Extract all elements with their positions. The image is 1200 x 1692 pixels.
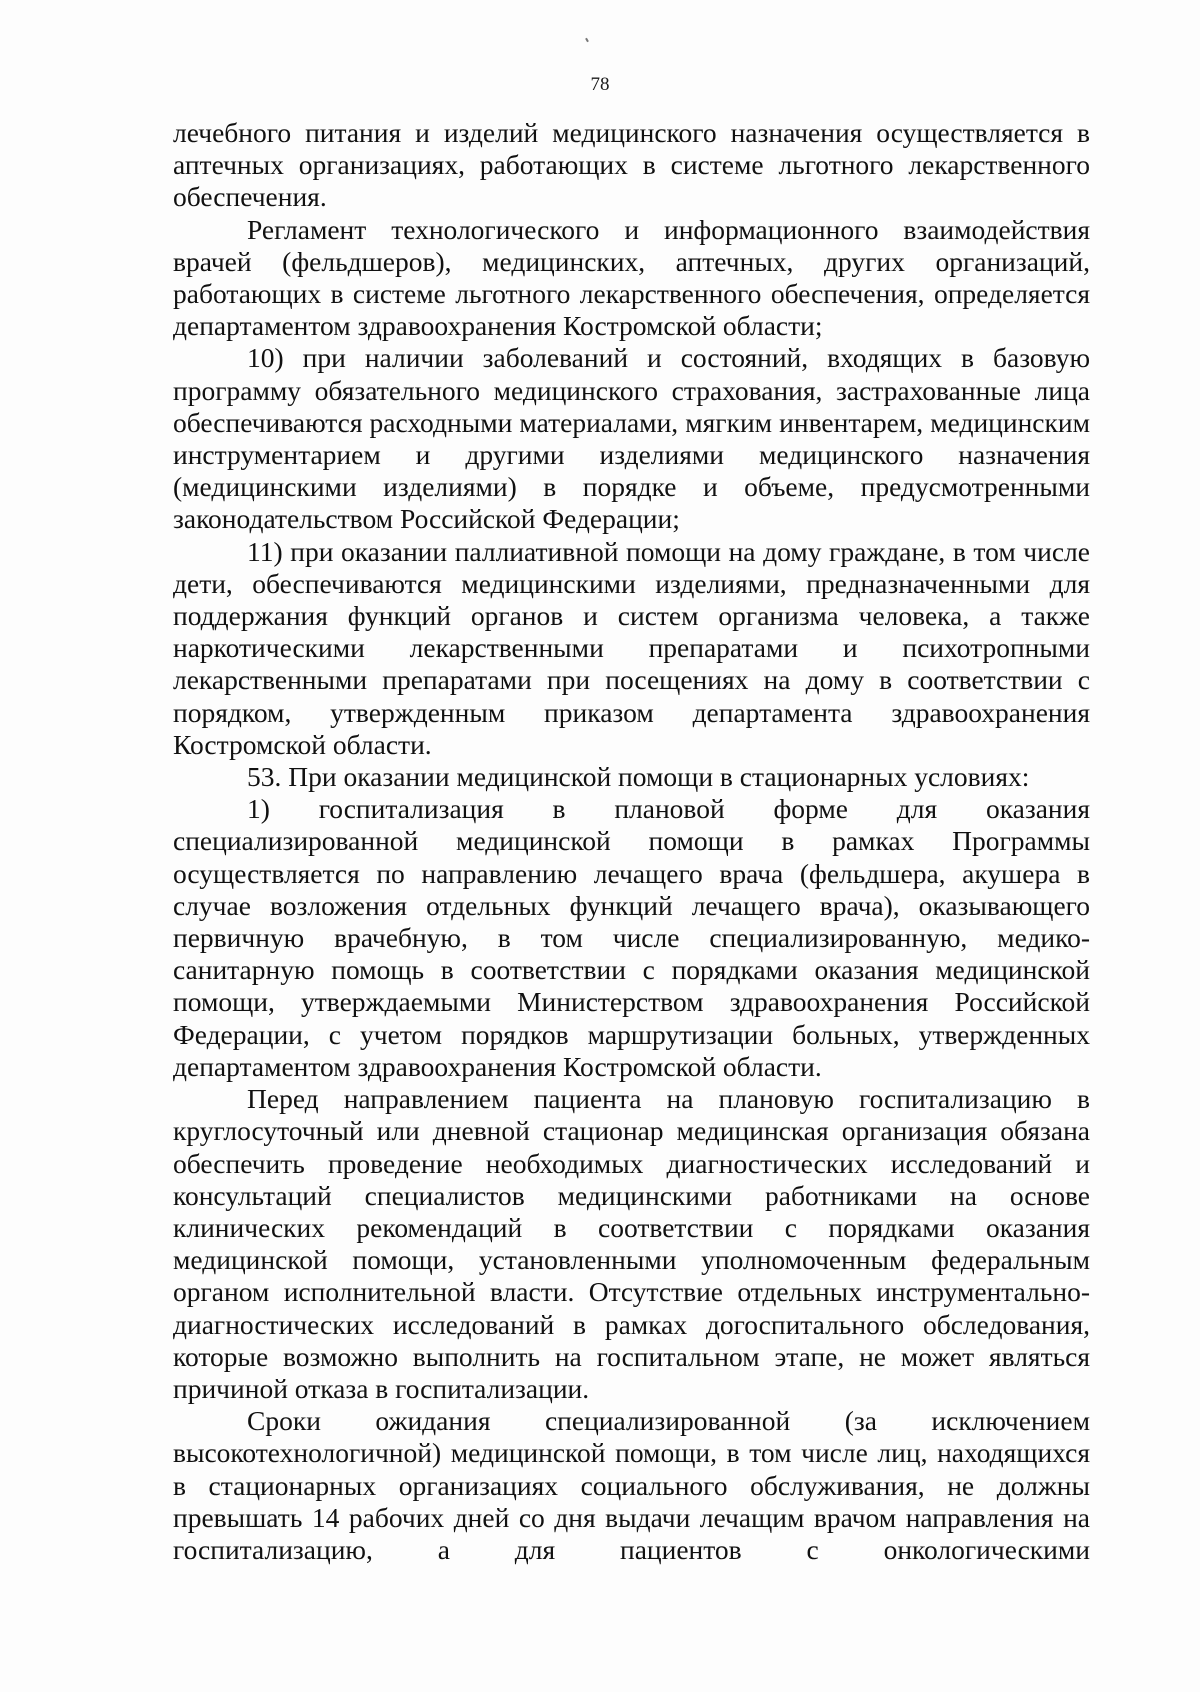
scan-mark	[585, 38, 589, 42]
paragraph-waiting-times: Сроки ожидания специализированной (за исключением высокотехнологичной) медицинской помощи, в том числе лиц, находящихся в стационарных организациях социального обслуживания, не должны превышать 14 рабочих дней со дня выдачи лечащим врачом направления на госпитализацию, а для пациентов с онкологическими	[173, 1405, 1090, 1565]
paragraph-referral: Перед направлением пациента на плановую госпитализацию в круглосуточный или дневной стационар медицинская организация обязана обеспечить проведение необходимых диагностических исследований и консультаций специалистов медицинскими работниками на основе клинических рекомендаций в соответствии с порядками оказания медицинской помощи, установленными уполномоченным федеральным органом исполнительной власти. Отсутствие отдельных инструментально-диагностических исследований в рамках догоспитального обследования, которые возможно выполнить на госпитальном этапе, не может являться причиной отказа в госпитализации.	[173, 1083, 1090, 1404]
document-body	[173, 117, 1090, 1566]
page-number: 78	[590, 74, 610, 95]
paragraph-continuation: лечебного питания и изделий медицинского назначения осуществляется в аптечных организациях, работающих в системе льготного лекарственного обеспечения.	[173, 117, 1090, 213]
paragraph-regulation: Регламент технологического и информационного взаимодействия врачей (фельдшеров), медицинских, аптечных, других организаций, работающих в системе льготного лекарственного обеспечения, определяется департаментом здравоохранения Костромской области;	[173, 213, 1090, 342]
paragraph-item-11: 11) при оказании паллиативной помощи на дому граждане, в том числе дети, обеспечиваются медицинскими изделиями, предназначенными для поддержания функций органов и систем организма человека, а также наркотическими лекарственными препаратами и психотропными лекарственными препаратами при посещениях на дому в соответствии с порядком, утвержденным приказом департамента здравоохранения Костромской области.	[173, 535, 1090, 760]
paragraph-item-1: 1) госпитализация в плановой форме для оказания специализированной медицинской помощи в рамках Программы осуществляется по направлению лечащего врача (фельдшера, акушера в случае возложения отдельных функций лечащего врача), оказывающего первичную врачебную, в том числе специализированную, медико-санитарную помощь в соответствии с порядками оказания медицинской помощи, утверждаемыми Министерством здравоохранения Российской Федерации, с учетом порядков маршрутизации больных, утвержденных департаментом здравоохранения Костромской области.	[173, 793, 1090, 1082]
paragraph-item-10: 10) при наличии заболеваний и состояний, входящих в базовую программу обязательного медицинского страхования, застрахованные лица обеспечиваются расходными материалами, мягким инвентарем, медицинским инструментарием и другими изделиями медицинского назначения (медицинскими изделиями) в порядке и объеме, предусмотренными законодательством Российской Федерации;	[173, 342, 1090, 535]
paragraph-section-53: 53. При оказании медицинской помощи в стационарных условиях:	[247, 761, 1030, 793]
